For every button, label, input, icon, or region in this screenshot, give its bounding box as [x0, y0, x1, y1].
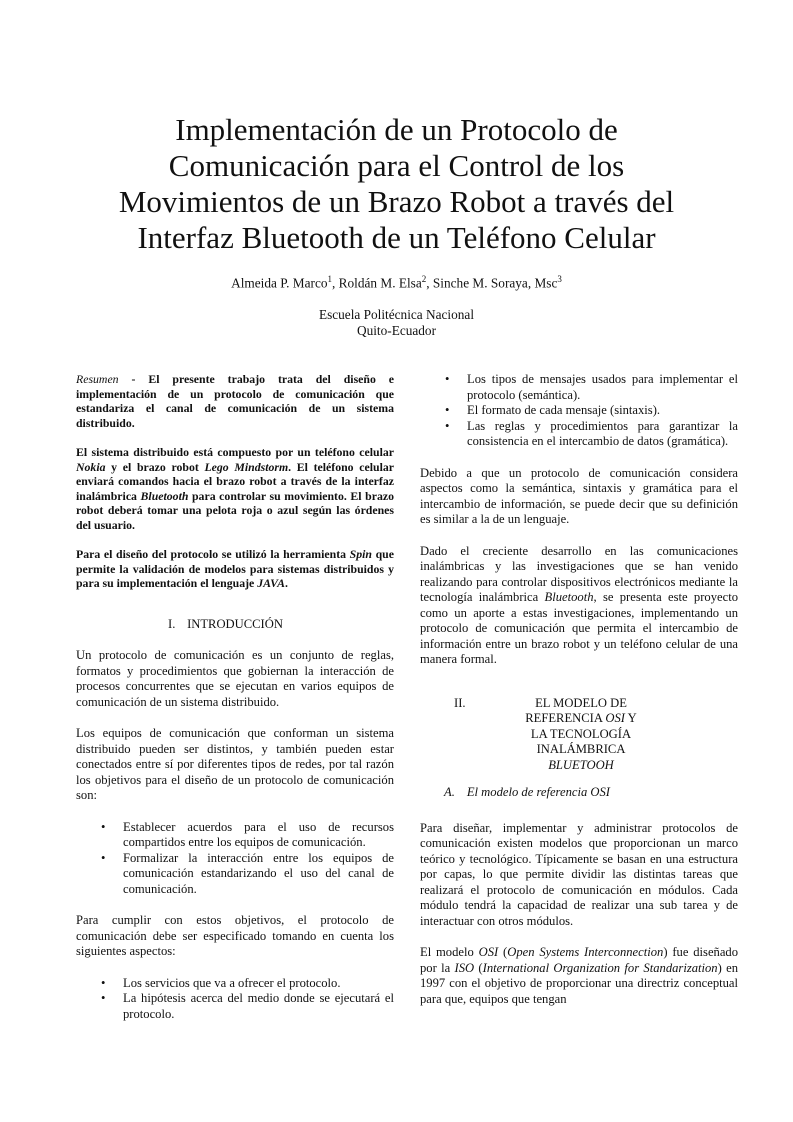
abstract-text: Spin: [349, 547, 372, 561]
bullet-icon: •: [445, 372, 450, 386]
body-paragraph: Para diseñar, implementar y administrar protocolos de comunicación existen modelos que proporcionan un marco teórico y tecnológico. Típicamente se basan en una estructura por capas, lo que permite dividir las distintas tareas que realizará el protocolo de comunicación en módulos. Cada módulo tendrá la capacidad de realizar una sub tarea y de interactuar con otros módulos.: [420, 820, 738, 928]
abstract-text: que permite la validación de modelos para sistemas distribuidos y para su implementación el lenguaje: [76, 547, 394, 590]
list-item-text: Establecer acuerdos para el uso de recursos compartidos entre los equipos de comunicación.: [123, 819, 394, 849]
affiliation-institution: Escuela Politécnica Nacional: [318, 307, 475, 322]
paragraph-text: (: [474, 960, 483, 975]
affiliation: [90, 307, 703, 339]
list-item: [101, 975, 394, 992]
list-item-text: El formato de cada mensaje (sintaxis).: [467, 403, 661, 417]
section-title: [496, 696, 666, 774]
title-line: Movimientos de un Brazo Robot a través del: [118, 184, 675, 219]
author-name: , Roldán M. Elsa: [332, 275, 422, 291]
bullet-icon: •: [101, 850, 106, 865]
paragraph-text: Open Systems Interconnection: [507, 945, 664, 959]
list-item-text: Formalizar la interacción entre los equipos de comunicación estandarizando el uso del canal de comunicación.: [123, 850, 394, 896]
list-item: [445, 403, 738, 419]
author-name: , Sinche M. Soraya, Msc: [426, 275, 558, 291]
subsection-heading: [444, 785, 738, 801]
abstract-text: Lego Mindstorm: [204, 459, 289, 474]
abstract-text: . El teléfono celular enviará comandos hacia el brazo robot a través de la interfaz inalámbrica: [76, 459, 394, 503]
abstract-paragraph: [76, 547, 394, 591]
paragraph-text: (: [498, 945, 508, 959]
paragraph-text: ) fue diseñado por la: [420, 945, 739, 975]
section-heading: [420, 696, 738, 774]
list-item: [445, 418, 738, 450]
bullet-list: [76, 820, 394, 898]
abstract-text: - El presente trabajo trata del diseño e implementación de un protocolo de comunicación que estandariza el canal de comunicación de un sistema distribuido.: [76, 372, 394, 430]
section-title-text: Y: [624, 711, 637, 725]
abstract-text: JAVA: [257, 576, 285, 590]
title-line: Interfaz Bluetooth de un Teléfono Celular: [137, 220, 656, 255]
author-list: [90, 274, 703, 291]
body-paragraph: [420, 945, 738, 1007]
paragraph-text: Bluetooth: [544, 590, 594, 604]
paragraph-text: , se presenta este proyecto como un aporte a estas investigaciones, implementando un protocolo de comunicación que permita el intercambio de información entre un brazo robot y un teléfono celular de una manera formal.: [420, 590, 738, 666]
paragraph-text: ) en 1997 con el objetivo de proporcionar una directriz conceptual para que, equipos que tengan: [420, 960, 739, 1006]
bullet-list: [420, 372, 738, 450]
abstract-text: y el brazo robot: [105, 459, 205, 474]
paper-title: [90, 112, 703, 256]
section-title-text: EL MODELO DE REFERENCIA: [525, 695, 627, 725]
body-paragraph: Para cumplir con estos objetivos, el protocolo de comunicación debe ser especificado tomando en cuenta los siguientes aspectos:: [76, 913, 394, 958]
title-line: Implementación de un Protocolo de: [175, 112, 618, 147]
subsection-number: A.: [444, 785, 455, 799]
section-title-text: BLUETOOH: [548, 757, 614, 772]
list-item-text: Las reglas y procedimientos para garantizar la consistencia en el intercambio de datos (gramática).: [467, 418, 738, 448]
paragraph-text: Dado el creciente desarrollo en las comunicaciones inalámbricas y las investigaciones que se han venido realizando para controlar dispositivos electrónicos mediante la tecnología inalámbrica: [420, 543, 738, 604]
title-line: Comunicación para el Control de los: [168, 148, 625, 183]
abstract-paragraph: [76, 445, 394, 532]
abstract-text: .: [284, 576, 288, 590]
section-heading: [76, 617, 394, 633]
list-item-text: La hipótesis acerca del medio donde se ejecutará el protocolo.: [123, 991, 394, 1021]
bullet-icon: •: [445, 403, 450, 417]
abstract: [76, 372, 394, 591]
body-paragraph: [420, 544, 738, 668]
section-title-text: LA TECNOLOGÍA INALÁMBRICA: [530, 726, 632, 756]
left-column: [76, 372, 394, 1038]
body-paragraph: Debido a que un protocolo de comunicación considera aspectos como la semántica, sintaxis y gramática para el intercambio de información, se puede decir que su definición es similar a la de un lenguaje.: [420, 465, 738, 526]
affiliation-location: Quito-Ecuador: [356, 323, 436, 338]
section-number: I.: [168, 616, 176, 631]
body-paragraph: Un protocolo de comunicación es un conjunto de reglas, formatos y procedimientos que gobiernan la interacción de procesos concurrentes que se ejecutan en varios equipos de comunicación de un sistema distribuido.: [76, 648, 394, 709]
author-name: Almeida P. Marco: [231, 275, 328, 291]
section-title: INTRODUCCIÓN: [187, 616, 283, 631]
section-number: II.: [454, 695, 466, 710]
author-affiliation-mark: 2: [421, 274, 427, 284]
list-item: [101, 850, 394, 898]
body-paragraph: Los equipos de comunicación que conforman un sistema distribuido pueden ser distintos, y también pueden estar conectados entre sí por diferentes tipos de redes, por tal razón los objetivos para el diseño de un protocolo de comunicación son:: [76, 726, 394, 802]
list-item: [101, 991, 394, 1022]
section-title-text: OSI: [605, 711, 625, 725]
bullet-icon: •: [101, 991, 106, 1005]
list-item: [445, 372, 738, 403]
bullet-icon: •: [101, 819, 106, 834]
abstract-text: El sistema distribuido está compuesto por un teléfono celular: [76, 445, 394, 459]
bullet-icon: •: [101, 975, 106, 990]
right-column: [420, 372, 738, 1023]
bullet-list: [76, 976, 394, 1023]
paragraph-text: OSI: [478, 945, 499, 959]
paragraph-text: International Organization for Standarization: [482, 960, 718, 975]
abstract-text: para controlar su movimiento. El brazo robot deberá tomar una pelota roja o azul según las órdenes del usuario.: [76, 488, 394, 532]
list-item-text: Los tipos de mensajes usados para implementar el protocolo (semántica).: [467, 372, 738, 402]
subsection-title: El modelo de referencia OSI: [466, 785, 610, 799]
abstract-text: Bluetooth: [140, 488, 189, 503]
paragraph-text: ISO: [454, 960, 475, 975]
abstract-text: Para el diseño del protocolo se utilizó la herramienta: [76, 547, 350, 561]
author-affiliation-mark: 3: [557, 274, 562, 284]
abstract-label: Resumen: [76, 372, 119, 386]
list-item: [101, 819, 394, 851]
paragraph-text: El modelo: [420, 945, 479, 959]
abstract-paragraph: [76, 372, 394, 430]
bullet-icon: •: [445, 418, 450, 433]
abstract-text: Nokia: [76, 459, 106, 474]
author-affiliation-mark: 1: [327, 274, 333, 284]
list-item-text: Los servicios que va a ofrecer el protocolo.: [123, 975, 341, 990]
